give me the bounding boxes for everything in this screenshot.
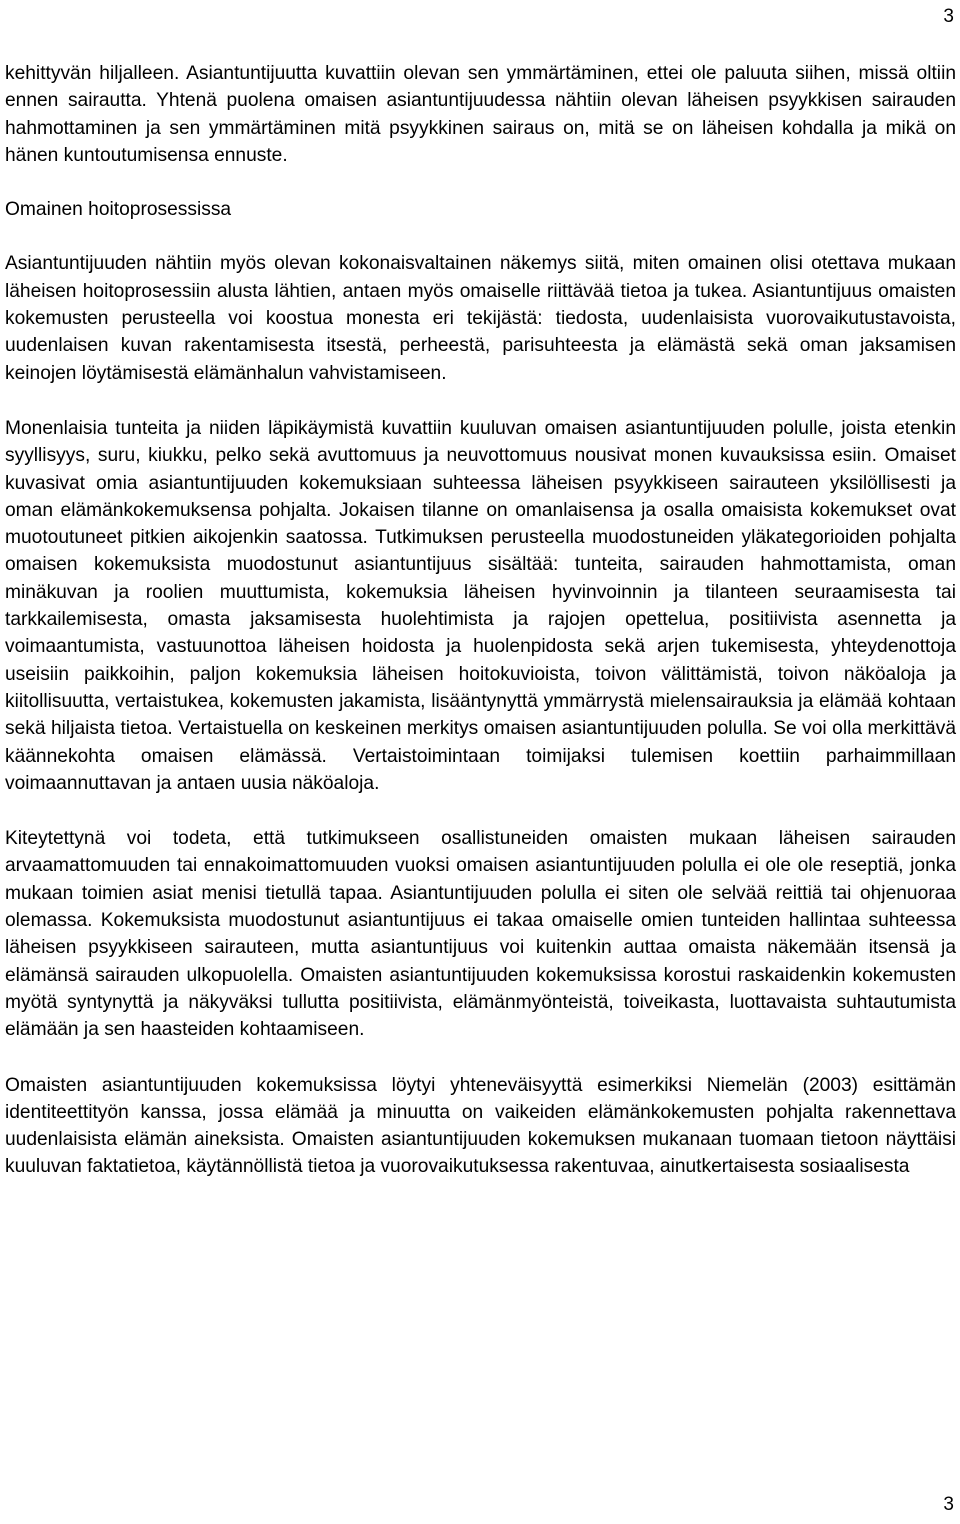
document-body [5,60,956,1181]
page-number-top: 3 [943,6,954,27]
paragraph-5: Omaisten asiantuntijuuden kokemuksissa löytyi yhteneväisyyttä esimerkiksi Niemelän (2003) esittämän identiteettityön kanssa, jossa elämää ja minuutta on vaikeiden elämänkokemusten pohjalta rakennettava uudenlaisista elämän aineksista. Omaisten asiantuntijuuden kokemuksen mukanaan tuomaan tietoon näyttäisi kuuluvan faktatietoa, käytännöllistä tietoa ja vuorovaikutuksessa rakentuvaa, ainutkertaisesta sosiaalisesta [5,1074,956,1178]
paragraph-4: Kiteytettynä voi todeta, että tutkimukseen osallistuneiden omaisten mukaan läheisen sairauden arvaamattomuuden tai ennakoimattomuuden vuoksi omaisen asiantuntijuuden polulla ei ole ole reseptiä, jonka mukaan toimien asiat menisi tietullä tapaa. Asiantuntijuuden polulla ei siten ole selvää reittiä tai ohjenuoraa olemassa. Kokemuksista muodostunut asiantuntijuus ei takaa omaiselle omien tunteiden hallintaa suhteessa läheisen psyykkiseen sairauteen, mutta asiantuntijuus voi kuitenkin auttaa omaista näkemään itsensä ja elämänsä sairauden ulkopuolella. Omaisten asiantuntijuuden kokemuksissa korostui raskaidenkin kokemusten myötä syntynyttä ja näkyväksi tullutta positiivista, elämänmyönteistä, toiveikasta, luottavaista suhtautumista elämään ja sen haasteiden kohtaamiseen. [5,828,956,1041]
paragraph-2: Asiantuntijuuden nähtiin myös olevan kokonaisvaltainen näkemys siitä, miten omainen olisi otettava mukaan läheisen hoitoprosessiin alusta lähtien, antaen myös omaiselle riittävää tietoa ja tukea. Asiantuntijuus omaisten kokemusten perusteella voi koostua monesta eri tekijästä: tiedosta, uudenlaisista vuorovaikutustavoista, uudenlaisen kuvan rakentamisesta itsestä, perheestä, parisuhteesta ja elämästä sekä oman jaksamisen keinojen löytämisestä elämänhalun vahvistamiseen. [5,253,956,384]
paragraph-gap [5,223,956,250]
paragraph-1: kehittyvän hiljalleen. Asiantuntijuutta kuvattiin olevan sen ymmärtäminen, ettei ole paluuta siihen, missä oltiin ennen sairautta. Yhtenä puolena omaisen asiantuntijuudessa nähtiin olevan läheisen psyykkisen sairauden hahmottaminen ja sen ymmärtäminen mitä psyykkinen sairaus on, mitä se on läheisen kohdalla ja mikä on hänen kuntoutumisensa ennuste. [5,63,956,166]
paragraph-gap [5,1044,956,1072]
paragraph-gap [5,797,956,825]
paragraph-gap [5,169,956,196]
paragraph-gap [5,387,956,415]
page-number-bottom: 3 [943,1494,954,1515]
paragraph-3: Monenlaisia tunteita ja niiden läpikäymistä kuvattiin kuuluvan omaisen asiantuntijuuden polulle, joista etenkin syyllisyys, suru, kiukku, pelko sekä avuttomuus ja neuvottomuus nousivat monen kuvauksissa esiin. Omaiset kuvasivat omia asiantuntijuuden kokemuksiaan suhteessa läheisen psyykkiseen sairauteen yksilöllisesti ja oman elämänkokemuksensa pohjalta. Jokaisen tilanne on omanlaisensa ja osalla omaisista kokemukset ovat muotoutuneet pitkien aikojenkin saatossa. Tutkimuksen perusteella muodostuneiden yläkategorioiden pohjalta omaisen kokemuksista muodostunut asiantuntijuus sisältää: tunteita, sairauden hahmottamista, oman minäkuvan ja roolien muuttumista, kokemuksia läheisen hyvinvoinnin ja tilanteen seuraamisesta tai tarkkailemisesta, omasta jaksamisesta huolehtimista ja rajojen opettelua, positiivista asennetta ja voimaantumista, vastuunottoa läheisen hoidosta ja huolenpidosta sekä arjen tukemisesta, yhteydenottoja useisiin paikkoihin, paljon kokemuksia läheisen hoitokuvioista, toivon välittämistä, toivon näköaloja ja kiitollisuutta, vertaistukea, kokemusten jakamista, lisääntynyttä ymmärrystä mielensairauksia ja elämää kohtaan sekä hiljaista tietoa. Vertaistuella on keskeinen merkitys omaisen asiantuntijuuden polulla. Se voi olla merkittävä käännekohta omaisen elämässä. Vertaistoimintaan toimijaksi tulemisen koettiin parhaimmillaan voimaannuttavan ja antaen uusia näköaloja. [5,417,956,794]
section-heading: Omainen hoitoprosessissa [5,199,232,221]
